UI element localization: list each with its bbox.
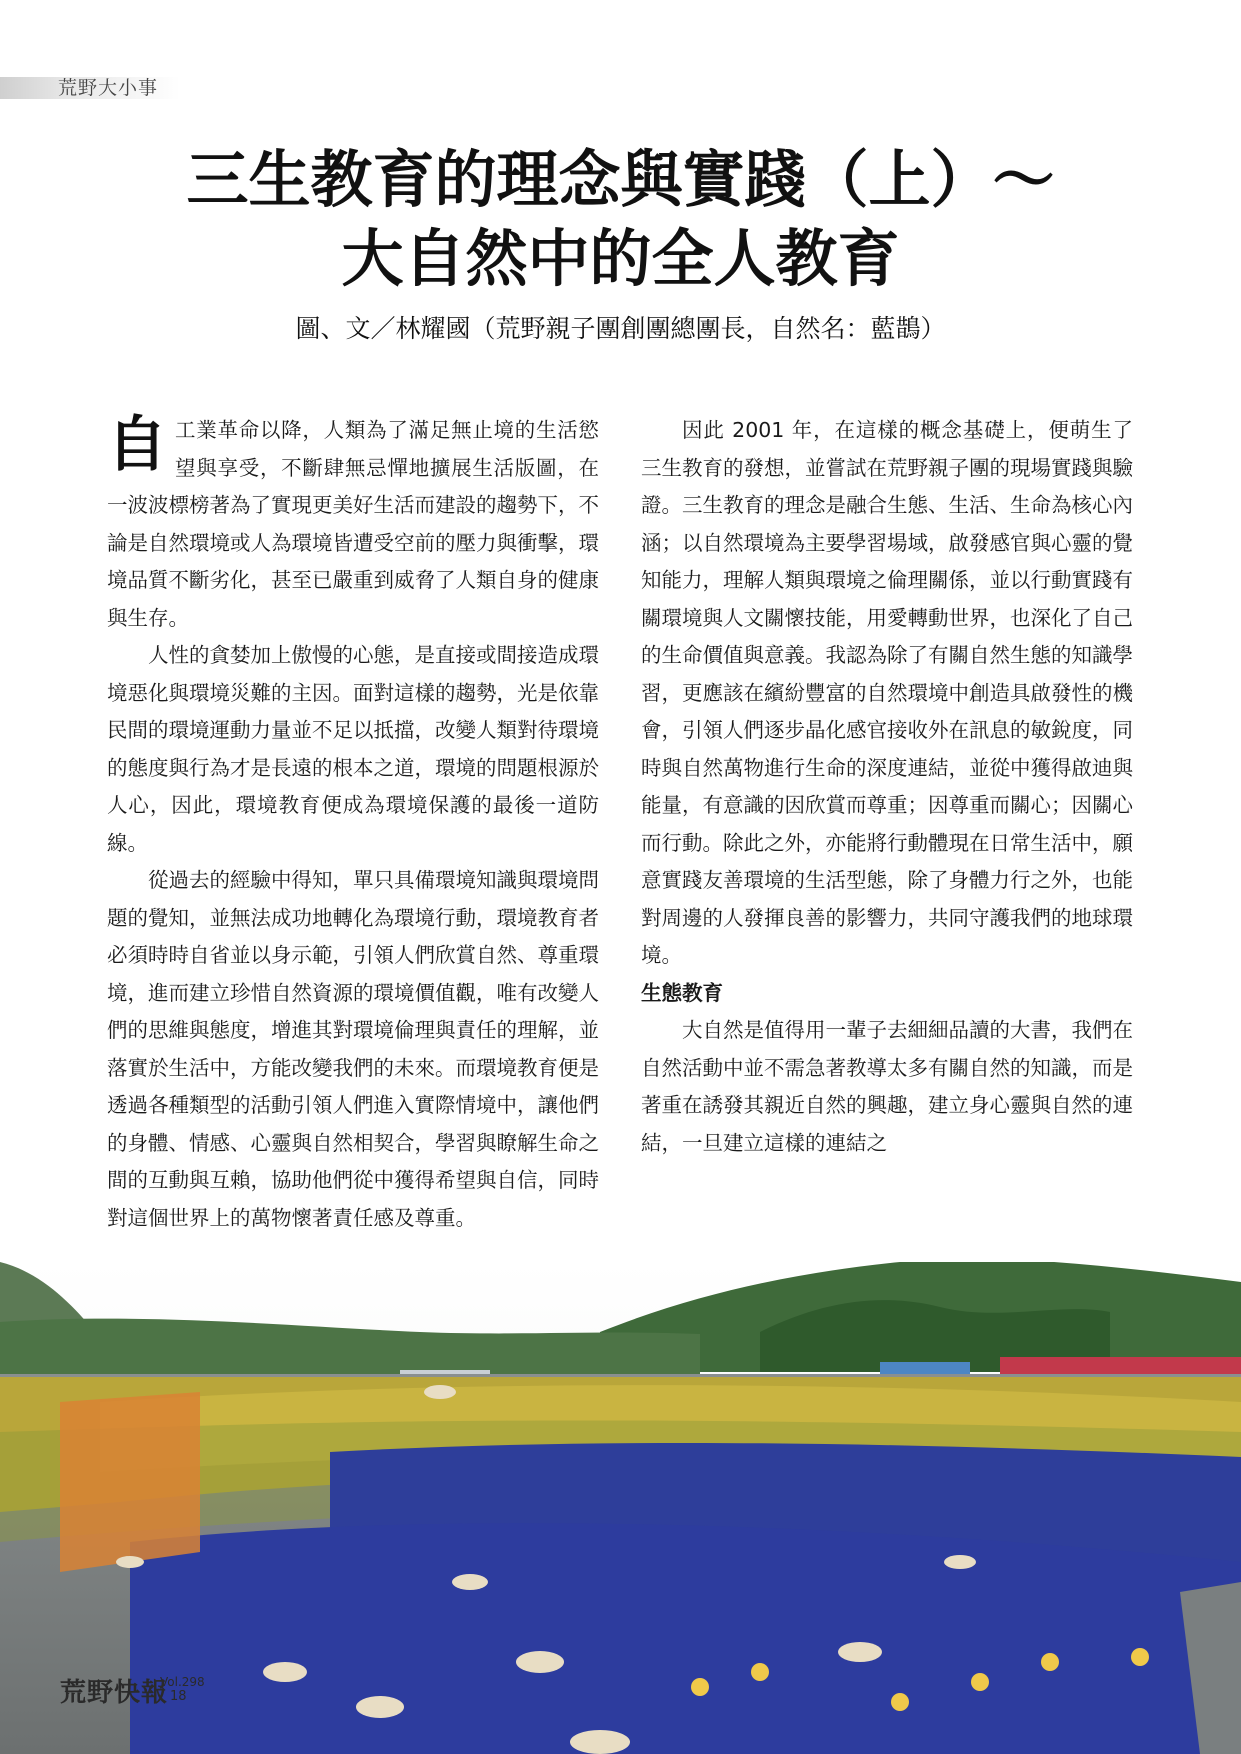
section-label: 荒野大小事	[58, 77, 159, 99]
magazine-logo: 荒野快報	[60, 1678, 169, 1708]
right-column	[641, 412, 1133, 1162]
paragraph	[107, 412, 599, 637]
paragraph: 因此 2001 年，在這樣的概念基礎上，便萌生了三生教育的發想，並嘗試在荒野親子團的現場實踐與驗證。三生教育的理念是融合生態、生活、生命為核心內涵；以自然環境為主要學習場域，啟發感官與心靈的覺知能力，理解人類與環境之倫理關係，並以行動實踐有關環境與人文關懷技能，用愛轉動世界，也深化了自己的生命價值與意義。我認為除了有關自然生態的知識學習，更應該在繽紛豐富的自然環境中創造具啟發性的機會，引領人們逐步晶化感官接收外在訊息的敏銳度，同時與自然萬物進行生命的深度連結，並從中獲得啟迪與能量，有意識的因欣賞而尊重；因尊重而關心；因關心而行動。除此之外，亦能將行動體現在日常生活中，願意實踐友善環境的生活型態，除了身體力行之外，也能對周邊的人發揮良善的影響力，共同守護我們的地球環境。	[641, 418, 1133, 967]
paragraph: 從過去的經驗中得知，單只具備環境知識與環境問題的覺知，並無法成功地轉化為環境行動，環境教育者必須時時自省並以身示範，引領人們欣賞自然、尊重環境，進而建立珍惜自然資源的環境價值觀，唯有改變人們的思維與態度，增進其對環境倫理與責任的理解，並落實於生活中，方能改變我們的未來。而環境教育便是透過各種類型的活動引領人們進入實際情境中，讓他們的身體、情感、心靈與自然相契合，學習與瞭解生命之間的互動與互賴，協助他們從中獲得希望與自信，同時對這個世界上的萬物懷著責任感及尊重。	[107, 868, 599, 1230]
page-number: 18	[170, 1689, 187, 1704]
paragraph: 大自然是值得用一輩子去細細品讀的大書，我們在自然活動中並不需急著教導太多有關自然的知識，而是著重在誘發其親近自然的興趣，建立身心靈與自然的連結，一旦建立這樣的連結之	[641, 1018, 1133, 1155]
author-byline: 圖、文／林耀國（荒野親子團創團總團長，自然名：藍鵲）	[295, 314, 946, 343]
left-column	[107, 412, 599, 1237]
subheading: 生態教育	[641, 980, 723, 1005]
article-title-line-1: 三生教育的理念與實踐（上）～	[186, 143, 1055, 216]
paragraph-text: 工業革命以降，人類為了滿足無止境的生活慾望與享受，不斷肆無忌憚地擴展生活版圖，在一波波標榜著為了實現更美好生活而建設的趨勢下，不論是自然環境或人為環境皆遭受空前的壓力與衝擊，環境品質不斷劣化，甚至已嚴重到威脅了人類自身的健康與生存。	[107, 418, 599, 630]
article-title-line-2: 大自然中的全人教育	[341, 222, 900, 295]
paragraph: 人性的貪婪加上傲慢的心態，是直接或間接造成環境惡化與環境災難的主因。面對這樣的趨勢，光是依靠民間的環境運動力量並不足以抵擋，改變人類對待環境的態度與行為才是長遠的根本之道，環境的問題根源於人心，因此，環境教育便成為環境保護的最後一道防線。	[107, 643, 599, 855]
drop-cap: 自	[107, 410, 167, 480]
volume-label: Vol.298	[160, 1675, 205, 1689]
